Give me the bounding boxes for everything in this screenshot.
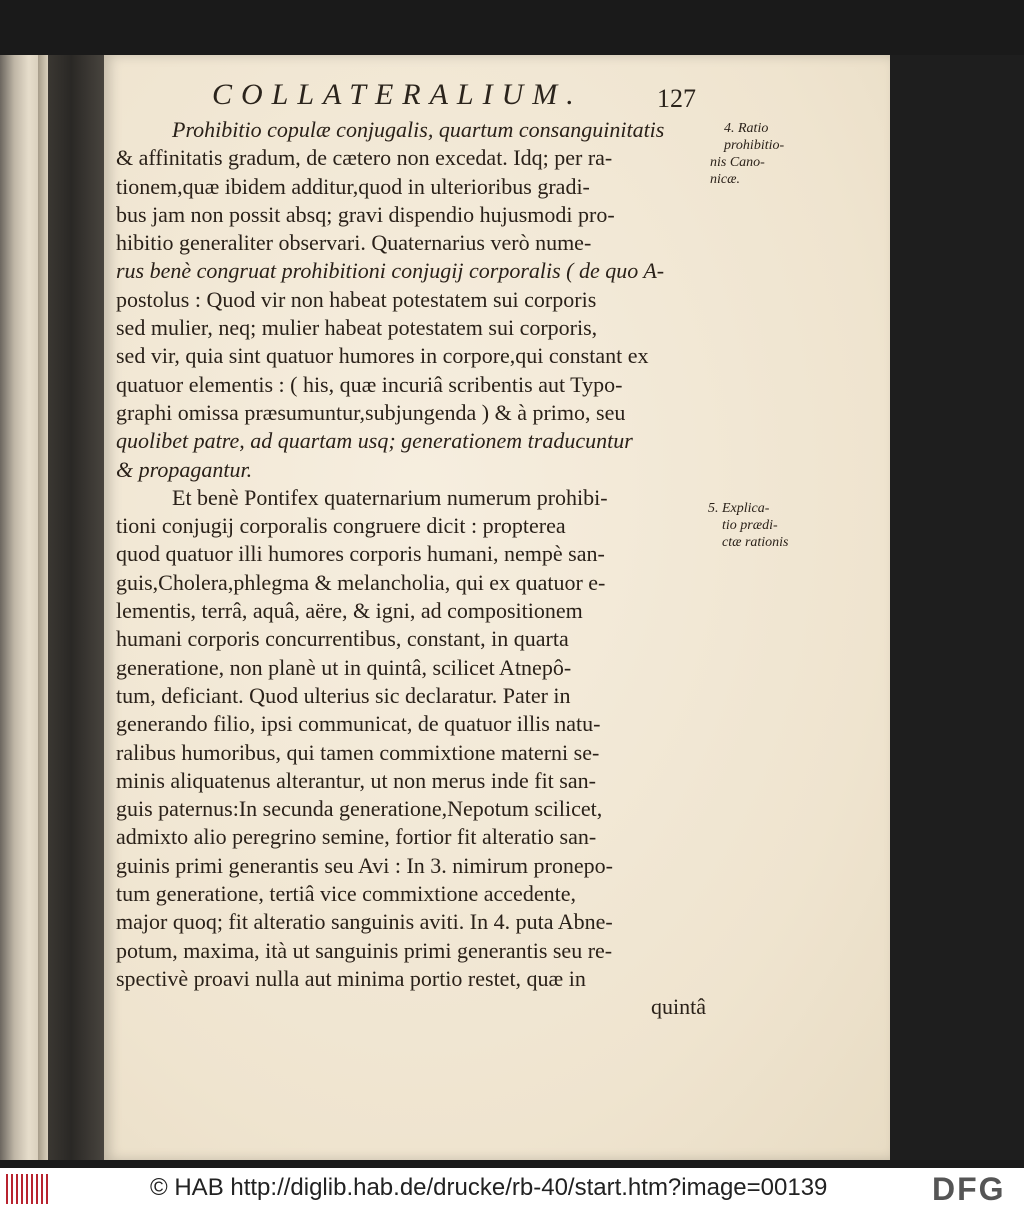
text-line: & affinitatis gradum, de cætero non excedat. Idq; per ra- xyxy=(116,145,613,171)
text-line: sed mulier, neq; mulier habeat potestatem sui corporis, xyxy=(116,315,598,341)
text-line: postolus : Quod vir non habeat potestatem sui corporis xyxy=(116,286,597,312)
text-line: hibitio generaliter observari. Quaternarius verò nume- xyxy=(116,230,592,256)
margin-note-line: prohibitio- xyxy=(724,138,785,153)
book-gutter xyxy=(48,55,106,1160)
text-line: & propagantur. xyxy=(116,456,253,482)
page-stack-edge xyxy=(38,55,48,1160)
page-number: 127 xyxy=(657,84,696,113)
hab-logo-icon xyxy=(4,1174,48,1204)
text-line: Prohibitio copulæ conjugalis, quartum consanguinitatis xyxy=(172,117,665,142)
text-line: admixto alio peregrino semine, fortior fit alteratio san- xyxy=(116,824,597,850)
text-line: spectivè proavi nulla aut minima portio restet, quæ in xyxy=(116,965,586,991)
text-line: tioni conjugij corporalis congruere dicit : propterea xyxy=(116,513,566,539)
text-line: quatuor elementis : ( his, quæ incuriâ scribentis aut Typo- xyxy=(116,371,623,397)
text-line: generatione, non planè ut in quintâ, scilicet Atnepô- xyxy=(116,654,572,680)
text-line: potum, maxima, ità ut sanguinis primi generantis seu re- xyxy=(116,937,613,963)
margin-note-4 xyxy=(710,120,820,188)
margin-note-line: 4. Ratio xyxy=(724,121,769,136)
adjacent-page-edge xyxy=(0,55,48,1160)
margin-note-5 xyxy=(708,500,818,551)
dfg-logo: DFG xyxy=(932,1171,1006,1207)
text-line: guis,Cholera,phlegma & melancholia, qui ex quatuor e- xyxy=(116,569,606,595)
text-line: graphi omissa præsumuntur,subjungenda ) & à primo, seu xyxy=(116,399,626,425)
text-line: major quoq; fit alteratio sanguinis aviti. In 4. puta Abne- xyxy=(116,909,613,935)
margin-note-line: ctæ rationis xyxy=(722,535,789,550)
margin-note-line: nis Cano- xyxy=(710,155,765,170)
text-line: ralibus humoribus, qui tamen commixtione materni se- xyxy=(116,739,600,765)
scan-background xyxy=(890,55,1024,1160)
text-line: tionem,quæ ibidem additur,quod in ulterioribus gradi- xyxy=(116,173,590,199)
viewer-footer xyxy=(0,1168,1024,1209)
catchword: quintâ xyxy=(651,994,706,1020)
text-line: generando filio, ipsi communicat, de quatuor illis natu- xyxy=(116,711,601,737)
text-line: humani corporis concurrentibus, constant, in quarta xyxy=(116,626,569,652)
margin-note-line: tio prædi- xyxy=(722,518,778,533)
text-line: rus benè congruat prohibitioni conjugij corporalis ( de quo A- xyxy=(116,258,665,284)
text-line: tum, deficiant. Quod ulterius sic declaratur. Pater in xyxy=(116,682,571,708)
text-line: minis aliquatenus alterantur, ut non merus inde fit san- xyxy=(116,767,596,793)
text-line: sed vir, quia sint quatuor humores in corpore,qui constant ex xyxy=(116,343,649,369)
text-line: bus jam non possit absq; gravi dispendio hujusmodi pro- xyxy=(116,201,615,227)
text-line: quod quatuor illi humores corporis humani, nempè san- xyxy=(116,541,605,567)
body-text xyxy=(116,116,706,1022)
text-line: guinis primi generantis seu Avi : In 3. nimirum pronepo- xyxy=(116,852,613,878)
text-line: Et benè Pontifex quaternarium numerum prohibi- xyxy=(172,484,608,510)
copyright-url[interactable]: © HAB http://diglib.hab.de/drucke/rb-40/start.htm?image=00139 xyxy=(150,1174,828,1201)
margin-note-line: nicæ. xyxy=(710,172,740,187)
text-line: quolibet patre, ad quartam usq; generationem traducuntur xyxy=(116,428,633,454)
margin-note-line: 5. Explica- xyxy=(708,501,770,516)
text-line: lementis, terrâ, aquâ, aëre, & igni, ad compositionem xyxy=(116,598,583,624)
text-line: guis paternus:In secunda generatione,Nepotum scilicet, xyxy=(116,796,603,822)
running-head: COLLATERALIUM. xyxy=(212,78,583,111)
text-line: tum generatione, tertiâ vice commixtione accedente, xyxy=(116,881,576,907)
